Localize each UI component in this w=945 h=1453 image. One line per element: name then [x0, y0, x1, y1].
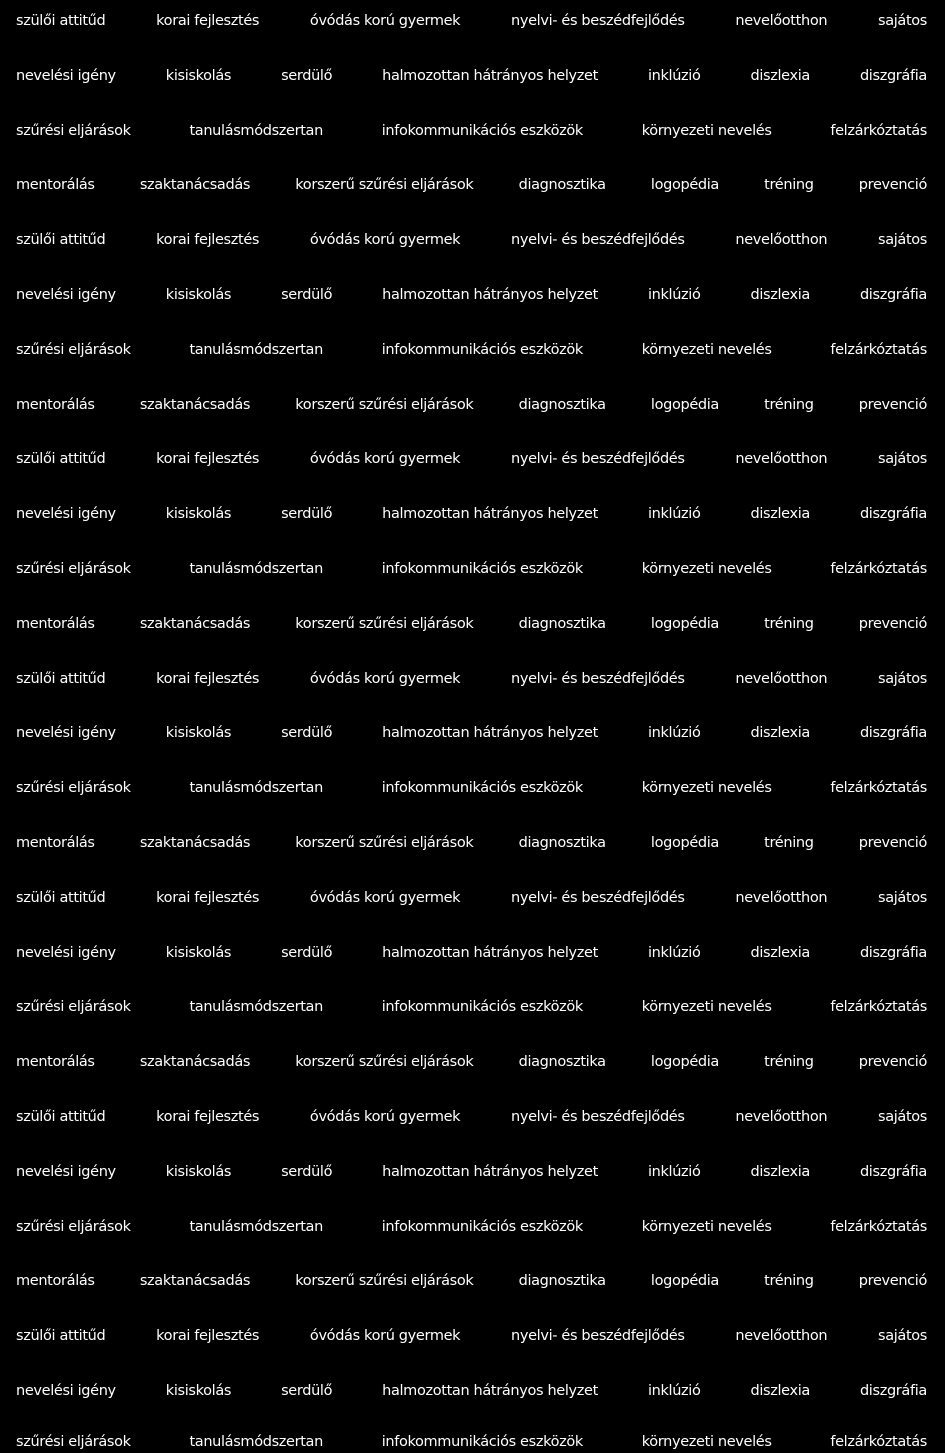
keyword-line — [16, 228, 927, 252]
keyword-tag: serdülő — [281, 287, 333, 303]
keyword-tag: diszlexia — [750, 1383, 810, 1399]
keyword-tag: inklúzió — [647, 1163, 701, 1180]
keyword-tag: diszlexia — [750, 725, 810, 742]
keyword-line — [16, 1215, 927, 1239]
keyword-tag: tréning — [764, 1054, 814, 1071]
keyword-line — [16, 502, 927, 526]
keyword-tag: tanulásmódszertan — [189, 561, 323, 577]
keyword-tag: környezeti nevelés — [641, 999, 772, 1016]
keyword-tag: nyelvi- és beszédfejlődés — [511, 451, 685, 468]
keyword-tag: szülői attitűd — [16, 232, 106, 249]
keyword-tag: kisiskolás — [165, 944, 232, 961]
keyword-tag: halmozottan hátrányos helyzet — [382, 67, 598, 84]
keyword-line — [16, 995, 927, 1019]
keyword-line — [16, 64, 927, 88]
keyword-tag: szülői attitűd — [16, 670, 106, 687]
keyword-tag: prevenció — [858, 615, 927, 632]
keyword-tag: prevenció — [858, 177, 927, 194]
keyword-tag: diszgráfia — [859, 1163, 927, 1180]
keyword-tag: nevelőotthon — [735, 1328, 828, 1345]
keyword-tag: diszgráfia — [859, 67, 927, 84]
keyword-tag: logopédia — [650, 396, 719, 413]
keyword-tag: szűrési eljárások — [16, 780, 131, 797]
keyword-tag: korszerű szűrési eljárások — [295, 396, 474, 413]
keyword-tag: kisiskolás — [165, 725, 232, 742]
keyword-tag: sajátos — [877, 13, 927, 29]
keyword-line — [16, 557, 927, 581]
keyword-tag: óvódás korú gyermek — [309, 670, 461, 687]
keyword-tag: halmozottan hátrányos helyzet — [382, 725, 598, 742]
keyword-tag: inklúzió — [647, 944, 701, 961]
keyword-tag: óvódás korú gyermek — [309, 1328, 461, 1345]
keyword-tag: diagnosztika — [518, 1273, 606, 1290]
keyword-tag: diagnosztika — [518, 1054, 606, 1071]
keyword-tag: óvódás korú gyermek — [309, 13, 461, 29]
keyword-tag: szaktanácsadás — [139, 1273, 251, 1290]
keyword-tag: nyelvi- és beszédfejlődés — [511, 232, 685, 249]
keyword-tag: szülői attitűd — [16, 451, 106, 468]
keyword-tag: diszlexia — [750, 1163, 810, 1180]
keyword-tag: nevelési igény — [16, 506, 116, 523]
keyword-tag: felzárkóztatás — [830, 780, 927, 797]
keyword-tag: szűrési eljárások — [16, 561, 131, 577]
keyword-tag: szülői attitűd — [16, 1328, 106, 1345]
keyword-tag: tanulásmódszertan — [189, 780, 323, 797]
keyword-tag: infokommunikációs eszközök — [381, 341, 583, 358]
keyword-tag: korai fejlesztés — [156, 1328, 260, 1345]
keyword-tag: diagnosztika — [518, 177, 606, 194]
keyword-tag: környezeti nevelés — [641, 1433, 772, 1450]
keyword-line — [16, 1324, 927, 1348]
keyword-tag: inklúzió — [647, 506, 701, 523]
keyword-tag: korai fejlesztés — [156, 1109, 260, 1125]
keyword-tag: infokommunikációs eszközök — [381, 780, 583, 797]
keyword-line — [16, 1160, 927, 1184]
keyword-tag: nevelőotthon — [735, 451, 828, 468]
keyword-tag: mentorálás — [16, 1054, 95, 1071]
keyword-tag: halmozottan hátrányos helyzet — [382, 506, 598, 523]
keyword-line — [16, 1050, 927, 1074]
keyword-tag: infokommunikációs eszközök — [381, 122, 583, 139]
keyword-tag: felzárkóztatás — [830, 341, 927, 358]
keyword-tag: óvódás korú gyermek — [309, 232, 461, 249]
keyword-tag: környezeti nevelés — [641, 341, 772, 358]
keyword-tag: diszgráfia — [859, 944, 927, 961]
keyword-tag: nyelvi- és beszédfejlődés — [511, 1328, 685, 1345]
keyword-tag: nevelőotthon — [735, 232, 828, 249]
keyword-line — [16, 393, 927, 417]
keyword-tag: diagnosztika — [518, 835, 606, 851]
keyword-tag: felzárkóztatás — [830, 122, 927, 139]
keyword-line — [16, 283, 927, 307]
keyword-tag: serdülő — [281, 725, 333, 742]
keyword-tag: inklúzió — [647, 725, 701, 742]
keyword-tag: tanulásmódszertan — [189, 122, 323, 139]
keyword-tag: diagnosztika — [518, 396, 606, 413]
keyword-line — [16, 721, 927, 745]
keyword-tag: tréning — [764, 177, 814, 194]
keyword-tag: mentorálás — [16, 1273, 95, 1290]
keyword-tag: tanulásmódszertan — [189, 1218, 323, 1235]
keyword-tag: nevelési igény — [16, 944, 116, 961]
keyword-tag: infokommunikációs eszközök — [381, 1433, 583, 1450]
keyword-tag: logopédia — [650, 1054, 719, 1071]
keyword-line — [16, 1434, 927, 1450]
keyword-tag: korszerű szűrési eljárások — [295, 835, 474, 851]
keyword-tag: infokommunikációs eszközök — [381, 999, 583, 1016]
keyword-line — [16, 173, 927, 197]
keyword-tag: inklúzió — [647, 287, 701, 303]
keyword-line — [16, 1379, 927, 1403]
keyword-tag: kisiskolás — [165, 1163, 232, 1180]
keyword-tag: szaktanácsadás — [139, 835, 251, 851]
keyword-tag: halmozottan hátrányos helyzet — [382, 1383, 598, 1399]
keyword-tag: infokommunikációs eszközök — [381, 561, 583, 577]
keyword-tag: tanulásmódszertan — [189, 341, 323, 358]
keyword-tag: korszerű szűrési eljárások — [295, 1054, 474, 1071]
keyword-tag: sajátos — [877, 451, 927, 468]
keyword-tag: mentorálás — [16, 615, 95, 632]
keyword-tag: nevelési igény — [16, 725, 116, 742]
keyword-tag: diszlexia — [750, 944, 810, 961]
keyword-tag: óvódás korú gyermek — [309, 1109, 461, 1125]
keyword-tag: tréning — [764, 835, 814, 851]
keyword-tag: felzárkóztatás — [830, 999, 927, 1016]
keyword-tag: mentorálás — [16, 835, 95, 851]
keyword-tag: nevelőotthon — [735, 13, 828, 29]
keyword-tag: halmozottan hátrányos helyzet — [382, 1163, 598, 1180]
keyword-tag: szűrési eljárások — [16, 122, 131, 139]
keyword-tag: korszerű szűrési eljárások — [295, 177, 474, 194]
keyword-tag: serdülő — [281, 1163, 333, 1180]
keyword-tag: prevenció — [858, 835, 927, 851]
keyword-tag: szülői attitűd — [16, 889, 106, 906]
keyword-tag: tanulásmódszertan — [189, 999, 323, 1016]
keyword-tag: logopédia — [650, 615, 719, 632]
keyword-tag: prevenció — [858, 396, 927, 413]
keyword-tag: nyelvi- és beszédfejlődés — [511, 670, 685, 687]
keyword-line — [16, 886, 927, 910]
keyword-tag: nevelőotthon — [735, 1109, 828, 1125]
keyword-tag: sajátos — [877, 1328, 927, 1345]
keyword-line — [16, 1269, 927, 1293]
keyword-tag: nevelőotthon — [735, 670, 828, 687]
keyword-tag: szaktanácsadás — [139, 615, 251, 632]
keyword-tag: szaktanácsadás — [139, 177, 251, 194]
keyword-line — [16, 667, 927, 691]
keyword-tag: logopédia — [650, 835, 719, 851]
keyword-tag: prevenció — [858, 1054, 927, 1071]
keyword-tag: korai fejlesztés — [156, 889, 260, 906]
keyword-tag: környezeti nevelés — [641, 1218, 772, 1235]
keyword-line — [16, 338, 927, 362]
keyword-line — [16, 1105, 927, 1129]
keyword-tag: diszlexia — [750, 506, 810, 523]
keyword-line — [16, 941, 927, 965]
keyword-tag: korszerű szűrési eljárások — [295, 615, 474, 632]
keyword-tag: tréning — [764, 615, 814, 632]
keyword-tag: diszlexia — [750, 67, 810, 84]
keyword-tag: inklúzió — [647, 67, 701, 84]
keyword-tag: logopédia — [650, 1273, 719, 1290]
keyword-tag: korai fejlesztés — [156, 670, 260, 687]
keyword-tag: tréning — [764, 396, 814, 413]
keyword-tag: serdülő — [281, 944, 333, 961]
keyword-tag: szűrési eljárások — [16, 341, 131, 358]
keyword-tag: infokommunikációs eszközök — [381, 1218, 583, 1235]
keyword-tag: inklúzió — [647, 1383, 701, 1399]
keyword-tag: felzárkóztatás — [830, 561, 927, 577]
keyword-line — [16, 776, 927, 800]
keyword-tag: diagnosztika — [518, 615, 606, 632]
keyword-tag: korai fejlesztés — [156, 13, 260, 29]
keyword-tag: serdülő — [281, 506, 333, 523]
keyword-tag: sajátos — [877, 670, 927, 687]
keyword-tag: korai fejlesztés — [156, 232, 260, 249]
keyword-tag: logopédia — [650, 177, 719, 194]
keyword-tag: szülői attitűd — [16, 13, 106, 29]
keyword-line — [16, 831, 927, 855]
keyword-tag: nevelési igény — [16, 67, 116, 84]
keyword-tag: szülői attitűd — [16, 1109, 106, 1125]
keyword-tag: diszgráfia — [859, 506, 927, 523]
keyword-tag: prevenció — [858, 1273, 927, 1290]
keyword-tag: környezeti nevelés — [641, 122, 772, 139]
keyword-tag: sajátos — [877, 889, 927, 906]
keyword-tag: nyelvi- és beszédfejlődés — [511, 1109, 685, 1125]
keyword-tag: diszlexia — [750, 287, 810, 303]
keyword-tag: óvódás korú gyermek — [309, 451, 461, 468]
keyword-tag: diszgráfia — [859, 287, 927, 303]
keyword-tag: szaktanácsadás — [139, 1054, 251, 1071]
keyword-line — [16, 119, 927, 143]
keyword-tag: felzárkóztatás — [830, 1433, 927, 1450]
keyword-tag: tréning — [764, 1273, 814, 1290]
keyword-tag: korai fejlesztés — [156, 451, 260, 468]
keyword-tag: mentorálás — [16, 177, 95, 194]
keyword-tag: szűrési eljárások — [16, 999, 131, 1016]
keyword-tag: kisiskolás — [165, 1383, 232, 1399]
keyword-tag: mentorálás — [16, 396, 95, 413]
keyword-tag: környezeti nevelés — [641, 780, 772, 797]
keyword-tag: nyelvi- és beszédfejlődés — [511, 13, 685, 29]
keyword-tag: kisiskolás — [165, 287, 232, 303]
keyword-tag: nevelési igény — [16, 1383, 116, 1399]
keyword-tag: diszgráfia — [859, 1383, 927, 1399]
keyword-tag: halmozottan hátrányos helyzet — [382, 287, 598, 303]
keyword-tag: kisiskolás — [165, 506, 232, 523]
keyword-tag: nevelési igény — [16, 287, 116, 303]
keyword-tag: nyelvi- és beszédfejlődés — [511, 889, 685, 906]
keyword-line — [16, 447, 927, 471]
keyword-tag: tanulásmódszertan — [189, 1433, 323, 1450]
keyword-tag: környezeti nevelés — [641, 561, 772, 577]
keyword-tag: felzárkóztatás — [830, 1218, 927, 1235]
keyword-tag: diszgráfia — [859, 725, 927, 742]
keyword-tag: szaktanácsadás — [139, 396, 251, 413]
keyword-tag: sajátos — [877, 232, 927, 249]
keyword-tag: sajátos — [877, 1109, 927, 1125]
keyword-line — [16, 612, 927, 636]
keyword-tag: nevelési igény — [16, 1163, 116, 1180]
keyword-tag: óvódás korú gyermek — [309, 889, 461, 906]
keyword-tag: szűrési eljárások — [16, 1433, 131, 1450]
keyword-tag: szűrési eljárások — [16, 1218, 131, 1235]
keyword-tag: serdülő — [281, 67, 333, 84]
keyword-tag: kisiskolás — [165, 67, 232, 84]
keyword-tag: halmozottan hátrányos helyzet — [382, 944, 598, 961]
keyword-tag: korszerű szűrési eljárások — [295, 1273, 474, 1290]
keyword-line — [16, 9, 927, 33]
keyword-tag: nevelőotthon — [735, 889, 828, 906]
keyword-tag: serdülő — [281, 1383, 333, 1399]
